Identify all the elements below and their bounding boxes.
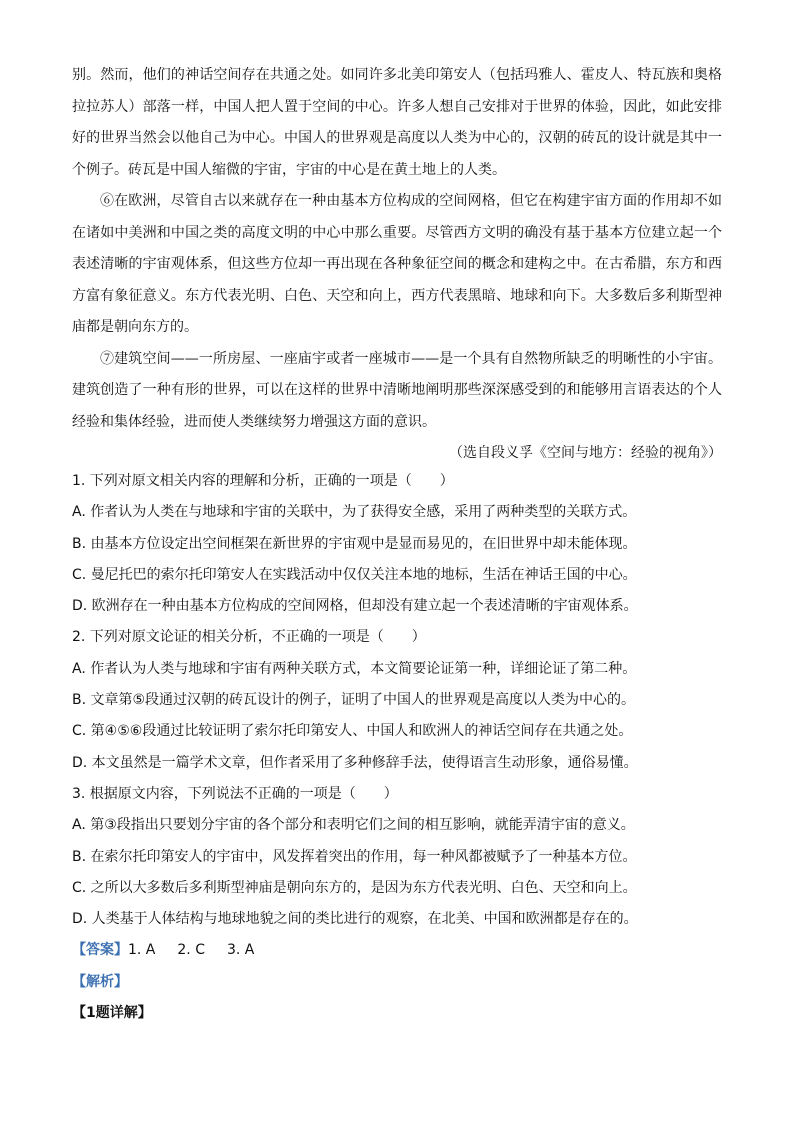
passage-paragraph-5-tail: 别。然而，他们的神话空间存在共通之处。如同许多北美印第安人（包括玛雅人、霍皮人、特瓦族和奥格拉拉苏人）部落一样，中国人把人置于空间的中心。许多人想自己安排对于世界的体验，因此，如此安排好的世界当然会以他自己为中心。中国人的世界观是高度以人类为中心的，汉朝的砖瓦的设计就是其中一个例子。砖瓦是中国人缩微的宇宙，宇宙的中心是在黄土地上的人类。	[72, 67, 722, 178]
analysis-tag: 【解析】	[72, 973, 128, 990]
question-option: A. 第③段指出只要划分宇宙的各个部分和表明它们之间的相互影响，就能弄清宇宙的意义。	[72, 817, 635, 834]
analysis-line	[72, 967, 722, 998]
passage-paragraph-7: ⑦建筑空间——一所房屋、一座庙宇或者一座城市——是一个具有自然物所缺乏的明晰性的小宇宙。建筑创造了一种有形的世界，可以在这样的世界中清晰地阐明那些深深感受到的和能够用言语表达的个人经验和集体经验，进而使人类继续努力增强这方面的意识。	[72, 350, 722, 430]
question-option: D. 欧洲存在一种由基本方位构成的空间网格，但却没有建立起一个表述清晰的宇宙观体系。	[72, 598, 638, 615]
passage-source: （选自段义孚《空间与地方：经验的视角》）	[449, 445, 722, 461]
passage-paragraph-6: ⑥在欧洲，尽管自古以来就存在一种由基本方位构成的空间网格，但它在构建宇宙方面的作用却不如在诸如中美洲和中国之类的高度文明的中心中那么重要。尽管西方文明的确没有基于基本方位建立起一个表述清晰的宇宙观体系，但这些方位却一再出现在各种象征空间的概念和建构之中。在古希腊，东方和西方富有象征意义。东方代表光明、白色、天空和向上，西方代表黑暗、地球和向下。大多数后多利斯型神庙都是朝向东方的。	[72, 193, 722, 335]
question-option: D. 本文虽然是一篇学术文章，但作者采用了多种修辞手法，使得语言生动形象，通俗易懂。	[72, 754, 638, 771]
question-option: A. 作者认为人类在与地球和宇宙的关联中，为了获得安全感，采用了两种类型的关联方式。	[72, 504, 637, 521]
question-stem: 2. 下列对原文论证的相关分析，不正确的一项是（ ）	[72, 629, 426, 646]
question-stem: 3. 根据原文内容，下列说法不正确的一项是（ ）	[72, 785, 398, 802]
answer-1: 1. A	[128, 942, 156, 959]
answer-2: 2. C	[177, 942, 205, 959]
answer-3: 3. A	[226, 942, 255, 959]
question-option: C. 曼尼托巴的索尔托印第安人在实践活动中仅仅关注本地的地标，生活在神话王国的中心。	[72, 566, 637, 583]
question-option: B. 由基本方位设定出空间框架在新世界的宇宙观中是显而易见的，在旧世界中却未能体现。	[72, 535, 637, 552]
answer-line	[72, 935, 722, 966]
question-1	[72, 466, 722, 622]
passage-block	[72, 60, 722, 470]
question-3	[72, 779, 722, 935]
question-option: C. 之所以大多数后多利斯型神庙是朝向东方的，是因为东方代表光明、白色、天空和向上。	[72, 879, 637, 896]
question-stem: 1. 下列对原文相关内容的理解和分析，正确的一项是（ ）	[72, 473, 454, 489]
question-option: D. 人类基于人体结构与地球地貌之间的类比进行的观察，在北美、中国和欧洲都是存在的。	[72, 911, 638, 928]
answer-tag: 【答案】	[72, 942, 128, 959]
question-option: A. 作者认为人类与地球和宇宙有两种关联方式，本文简要论证第一种，详细论证了第二种。	[72, 660, 637, 677]
questions-block	[72, 466, 722, 1029]
q1-detail-heading: 【1题详解】	[72, 1005, 152, 1022]
question-option: C. 第④⑤⑥段通过比较证明了索尔托印第安人、中国人和欧洲人的神话空间存在共通之处。	[72, 723, 633, 740]
question-option: B. 在索尔托印第安人的宇宙中，风发挥着突出的作用，每一种风都被赋予了一种基本方位。	[72, 848, 637, 865]
question-option: B. 文章第⑤段通过汉朝的砖瓦设计的例子，证明了中国人的世界观是高度以人类为中心的。	[72, 692, 636, 709]
question-2	[72, 622, 722, 778]
